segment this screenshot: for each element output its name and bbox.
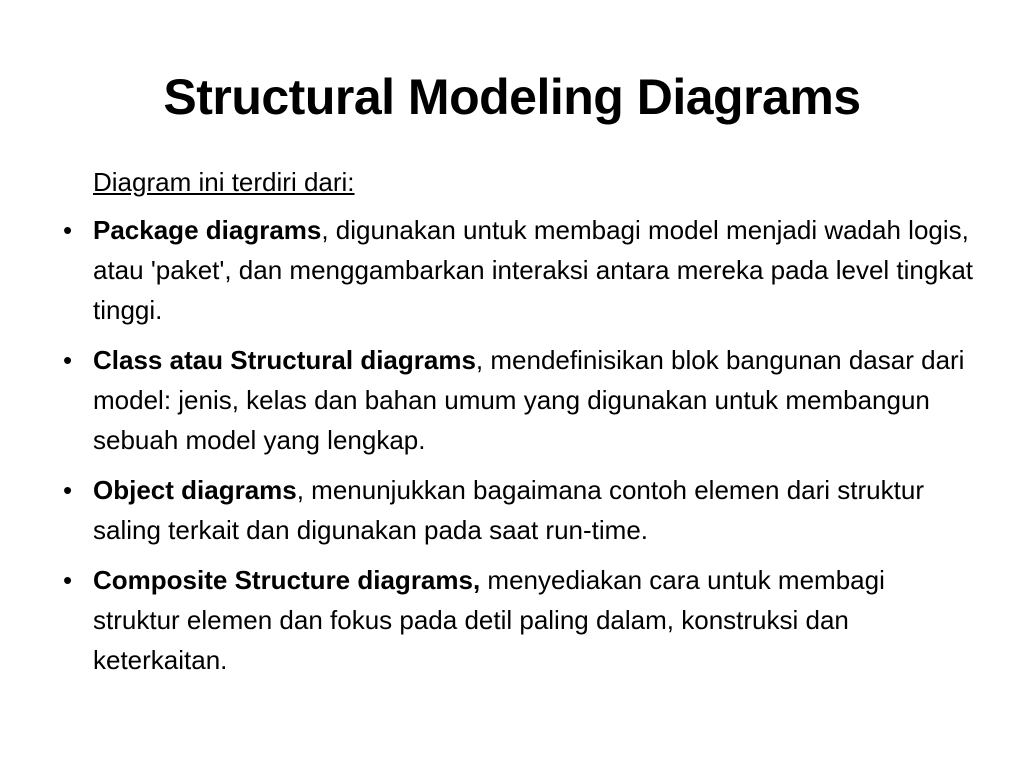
list-item (63, 210, 974, 330)
bullet-list (63, 210, 974, 680)
list-item (63, 340, 973, 460)
slide-content (63, 162, 974, 690)
bullet-icon: • (63, 475, 73, 505)
item-term: Class atau Structural diagrams (93, 345, 476, 375)
list-item (63, 560, 973, 680)
bullet-icon: • (63, 345, 73, 375)
intro-text: Diagram ini terdiri dari: (93, 167, 355, 197)
item-description: , digunakan untuk membagi model menjadi wadah logis, atau 'paket', dan menggambarkan interaksi antara mereka pada level tingkat tinggi. (93, 215, 974, 325)
item-term: Object diagrams (93, 475, 297, 505)
item-term: Composite Structure diagrams, (93, 565, 481, 595)
item-description: menyediakan cara untuk membagi struktur elemen dan fokus pada detil paling dalam, konstruksi dan keterkaitan. (93, 565, 885, 675)
item-description: , mendefinisikan blok bangunan dasar dari model: jenis, kelas dan bahan umum yang digunakan untuk membangun sebuah model yang lengkap. (93, 345, 965, 455)
slide-title: Structural Modeling Diagrams (163, 69, 861, 125)
item-description: , menunjukkan bagaimana contoh elemen dari struktur saling terkait dan digunakan pada saat run-time. (93, 475, 924, 545)
bullet-icon: • (63, 565, 73, 595)
list-item (63, 470, 973, 550)
bullet-icon: • (63, 215, 73, 245)
item-term: Package diagrams (93, 215, 322, 245)
